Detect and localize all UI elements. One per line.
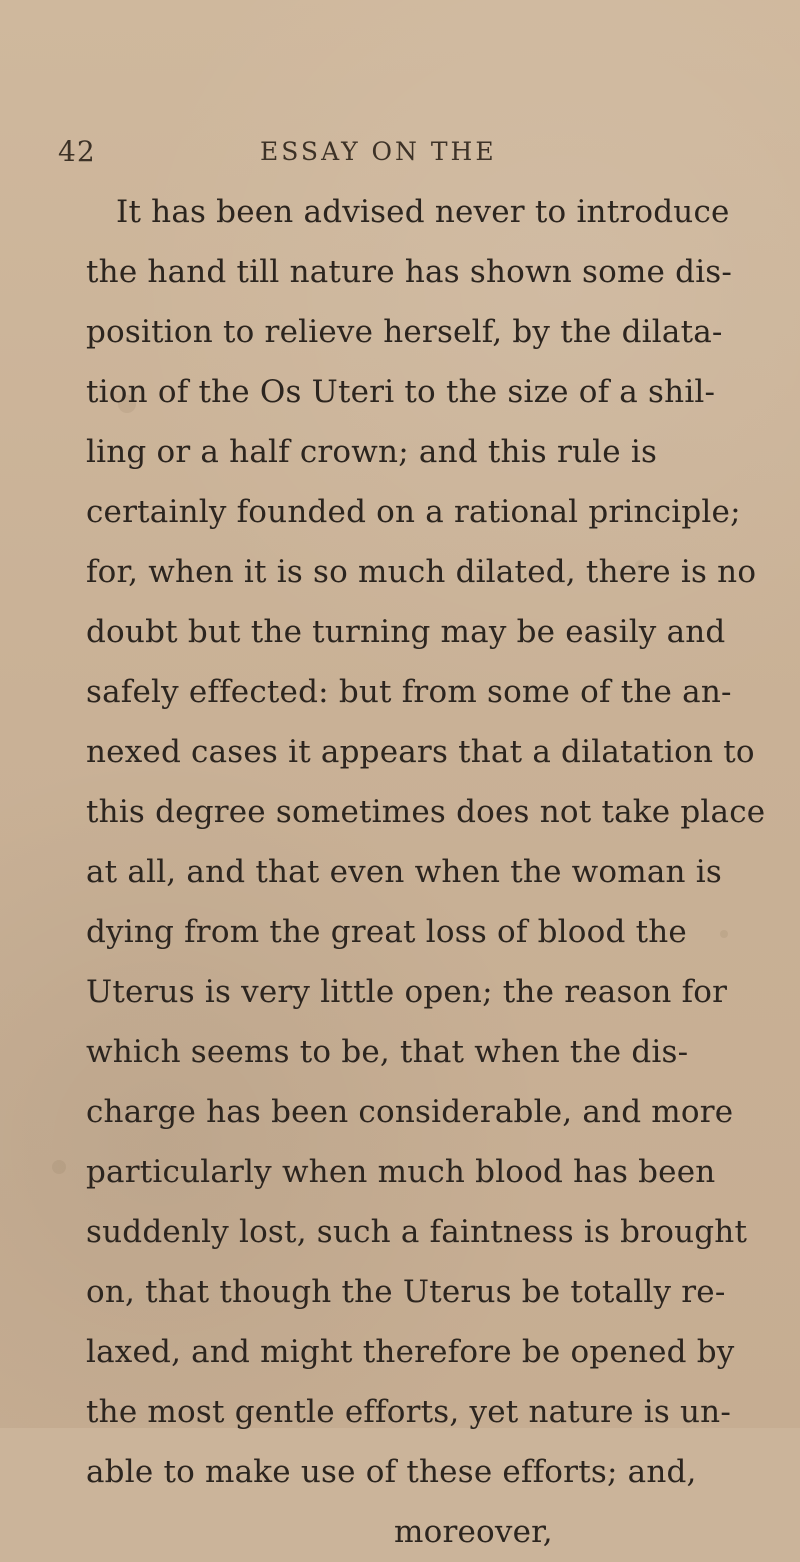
text-line: on, that though the Uterus be totally re- [86, 1274, 726, 1310]
page-number: 42 [58, 134, 96, 168]
paper-stain [52, 1160, 66, 1174]
text-line: nexed cases it appears that a dilatation to [86, 734, 755, 770]
text-line: It has been advised never to introduce [116, 194, 730, 230]
page-header [58, 128, 618, 174]
text-line: position to relieve herself, by the dilata- [86, 314, 723, 350]
text-line: the most gentle efforts, yet nature is un- [86, 1394, 732, 1430]
text-line: the hand till nature has shown some dis- [86, 254, 733, 290]
text-line: tion of the Os Uteri to the size of a shil- [86, 374, 716, 410]
text-line: this degree sometimes does not take place [86, 794, 766, 830]
text-line: able to make use of these efforts; and, [86, 1454, 697, 1490]
text-line: for, when it is so much dilated, there is no [86, 554, 757, 590]
catchword: moreover, [394, 1514, 553, 1550]
running-head: ESSAY ON THE [260, 136, 497, 166]
text-line: at all, and that even when the woman is [86, 854, 723, 890]
paper-stain [720, 930, 728, 938]
text-line: which seems to be, that when the dis- [86, 1034, 689, 1070]
text-line: charge has been considerable, and more [86, 1094, 734, 1130]
text-line: certainly founded on a rational principle; [86, 494, 741, 530]
text-line: ling or a half crown; and this rule is [86, 434, 658, 470]
text-line: dying from the great loss of blood the [86, 914, 687, 950]
body-text [86, 182, 766, 1562]
text-line: safely effected: but from some of the an- [86, 674, 732, 710]
text-line: laxed, and might therefore be opened by [86, 1334, 735, 1370]
text-line: suddenly lost, such a faintness is brought [86, 1214, 748, 1250]
text-line: particularly when much blood has been [86, 1154, 716, 1190]
text-line: Uterus is very little open; the reason for [86, 974, 728, 1010]
text-line: doubt but the turning may be easily and [86, 614, 726, 650]
